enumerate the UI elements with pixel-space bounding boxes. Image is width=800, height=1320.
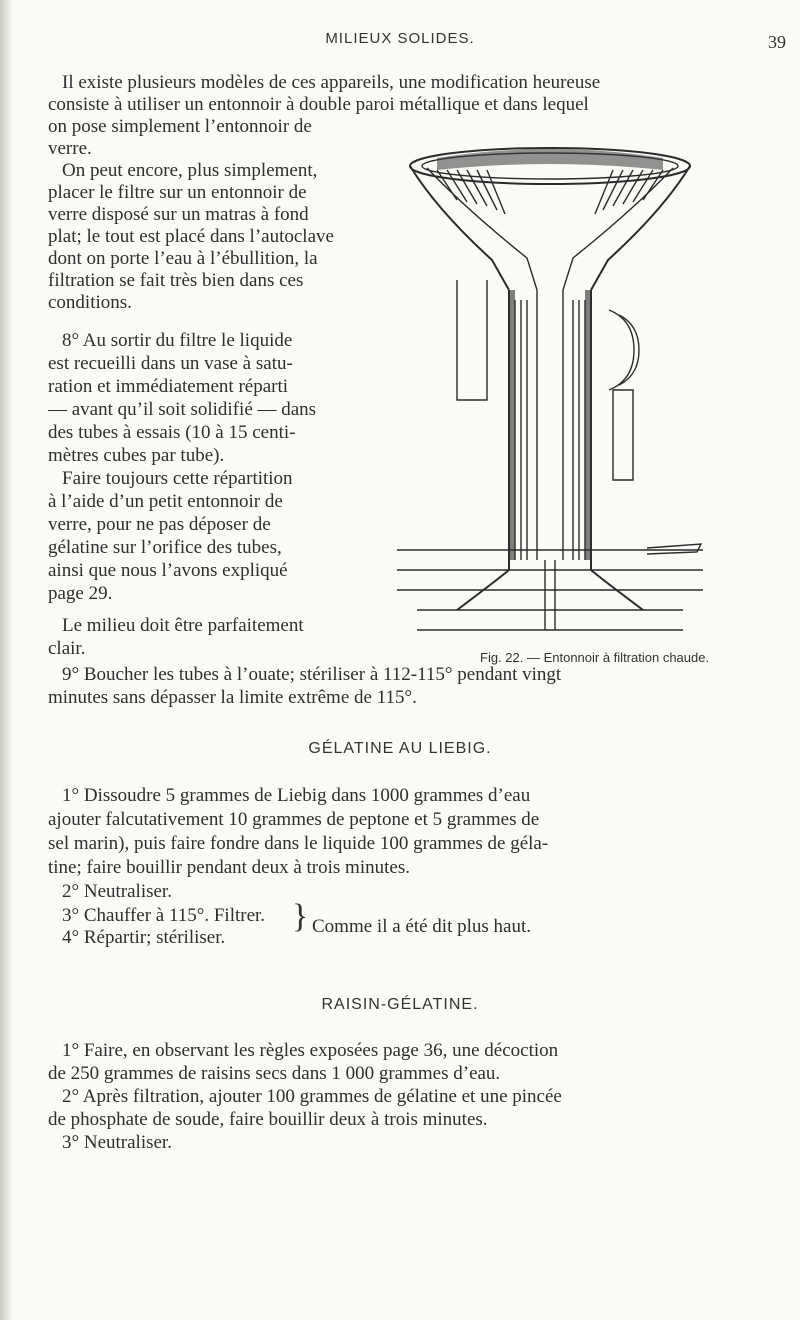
liebig-step2: 2° Neutraliser.	[62, 881, 172, 902]
liebig-line: tine; faire bouillir pendant deux à trois minutes.	[48, 857, 410, 878]
autoclave-line: On peut encore, plus simplement,	[62, 160, 318, 181]
step8-line: page 29.	[48, 583, 113, 604]
step9-line: minutes sans dépasser la limite extrême de 115°.	[48, 687, 417, 708]
autoclave-line: conditions.	[48, 292, 132, 313]
step8-line: Faire toujours cette répartition	[62, 468, 293, 489]
liebig-line: 1° Dissoudre 5 grammes de Liebig dans 1000 grammes d’eau	[62, 785, 531, 806]
step9-line: 9° Boucher les tubes à l’ouate; stériliser à 112-115° pendant vingt	[62, 664, 562, 685]
autoclave-line: filtration se fait très bien dans ces	[48, 270, 304, 291]
liebig-brace-note: Comme il a été dit plus haut.	[312, 916, 531, 937]
autoclave-line: plat; le tout est placé dans l’autoclave	[48, 226, 334, 247]
figure-caption: Fig. 22. — Entonnoir à filtration chaude.	[480, 650, 710, 665]
page-binding-edge	[0, 0, 12, 1320]
raisin-line: 2° Après filtration, ajouter 100 grammes de gélatine et une pincée	[62, 1086, 562, 1107]
step8-line: — avant qu’il soit solidifié — dans	[48, 399, 317, 420]
intro-line: consiste à utiliser un entonnoir à double paroi métallique et dans lequel	[48, 94, 589, 115]
hot-filtration-funnel-illustration	[397, 140, 703, 642]
liebig-line: sel marin), puis faire fondre dans le liquide 100 grammes de géla-	[48, 833, 549, 854]
autoclave-line: placer le filtre sur un entonnoir de	[48, 182, 307, 203]
intro-line: on pose simplement l’entonnoir de	[48, 116, 312, 137]
raisin-line: 3° Neutraliser.	[62, 1132, 172, 1153]
step8-line: mètres cubes par tube).	[48, 445, 225, 466]
raisin-line: 1° Faire, en observant les règles exposées page 36, une décoction	[62, 1040, 559, 1061]
section-title-liebig: GÉLATINE AU LIEBIG.	[308, 740, 492, 757]
section-title-raisin: RAISIN-GÉLATINE.	[321, 996, 479, 1013]
step8-line: est recueilli dans un vase à satu-	[48, 353, 293, 374]
liebig-line: ajouter falcutativement 10 grammes de peptone et 5 grammes de	[48, 809, 540, 830]
liebig-step3: 3° Chauffer à 115°. Filtrer.	[62, 905, 266, 926]
raisin-line: de 250 grammes de raisins secs dans 1 000 grammes d’eau.	[48, 1063, 501, 1084]
intro-line: Il existe plusieurs modèles de ces appareils, une modification heureuse	[62, 72, 601, 93]
step8-line: Le milieu doit être parfaitement	[62, 615, 304, 636]
step8-line: à l’aide d’un petit entonnoir de	[48, 491, 283, 512]
step8-line: gélatine sur l’orifice des tubes,	[48, 537, 282, 558]
step8-line: 8° Au sortir du filtre le liquide	[62, 330, 293, 351]
liebig-step4: 4° Répartir; stériliser.	[62, 927, 226, 948]
step8-line: verre, pour ne pas déposer de	[48, 514, 271, 535]
intro-line: verre.	[48, 138, 92, 159]
running-header: MILIEUX SOLIDES.	[325, 30, 475, 47]
autoclave-line: verre disposé sur un matras à fond	[48, 204, 309, 225]
step8-line: des tubes à essais (10 à 15 centi-	[48, 422, 296, 443]
step8-line: ration et immédiatement réparti	[48, 376, 289, 397]
page-number: 39	[768, 32, 786, 52]
autoclave-line: dont on porte l’eau à l’ébullition, la	[48, 248, 318, 269]
step8-line: clair.	[48, 638, 86, 659]
step8-line: ainsi que nous l’avons expliqué	[48, 560, 288, 581]
brace-symbol: }	[292, 898, 309, 935]
raisin-line: de phosphate de soude, faire bouillir deux à trois minutes.	[48, 1109, 488, 1130]
